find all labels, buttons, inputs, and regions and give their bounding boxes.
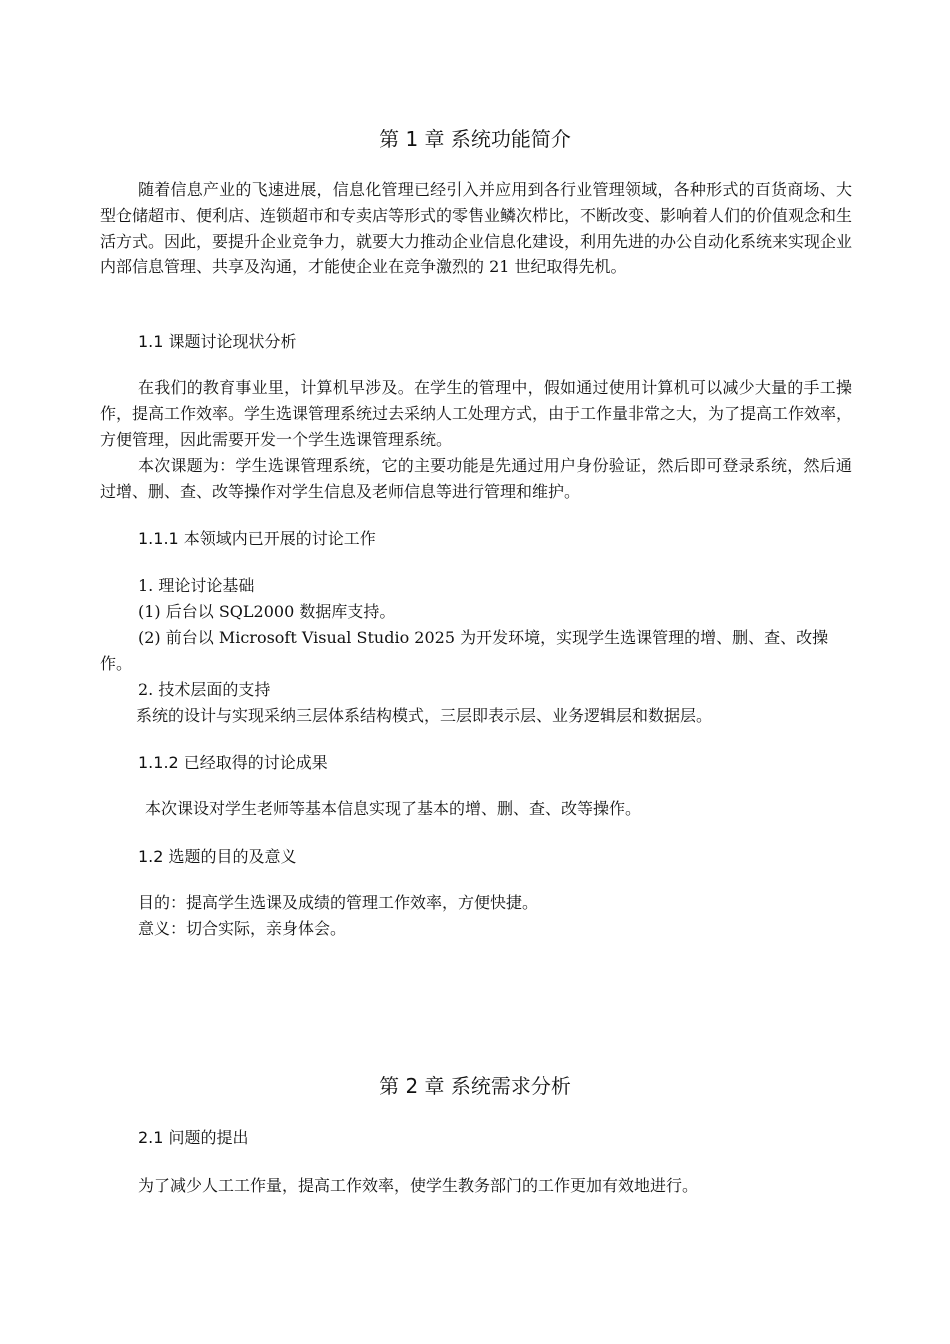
section-1-1-2-heading: 1.1.2 已经取得的讨论成果 [138,753,328,772]
chapter-2-title: 第 2 章 系统需求分析 [379,1074,571,1098]
list-subitem-backend: (1) 后台以 SQL2000 数据库支持。 [138,602,396,621]
section-1-1-paragraph-1: 在我们的教育事业里，计算机早涉及。在学生的管理中，假如通过使用计算机可以减少大量的手工操作，提高工作效率。学生选课管理系统过去采纳人工处理方式，由于工作量非常之大，为了提高工作效率，方便管理，因此需要开发一个学生选课管理系统。 [100,378,853,449]
list-subitem-frontend: (2) 前台以 Microsoft Visual Studio 2025 为开发环境，实现学生选课管理的增、删、查、改操作。 [100,628,829,673]
section-1-1-paragraph-2: 本次课题为：学生选课管理系统，它的主要功能是先通过用户身份验证，然后即可登录系统，然后通过增、删、查、改等操作对学生信息及老师信息等进行管理和维护。 [100,456,852,501]
purpose-text: 目的：提高学生选课及成绩的管理工作效率，方便快捷。 [138,893,539,912]
section-1-1-heading: 1.1 课题讨论现状分析 [138,332,297,351]
meaning-text: 意义：切合实际，亲身体会。 [138,919,347,938]
section-2-1-heading: 2.1 问题的提出 [138,1128,249,1147]
chapter-1-intro-paragraph: 随着信息产业的飞速进展，信息化管理已经引入并应用到各行业管理领域，各种形式的百货商场、大型仓储超市、便利店、连锁超市和专卖店等形式的零售业鳞次栉比，不断改变、影响着人们的价值观念和生活方式。因此，要提升企业竞争力，就要大力推动企业信息化建设，利用先进的办公自动化系统来实现企业内部信息管理、共享及沟通，才能使企业在竞争激烈的 21 世纪取得先机。 [100,180,853,277]
list-item-technical-support: 2. 技术层面的支持 [138,680,271,699]
section-2-1-text: 为了减少人工工作量，提高工作效率，使学生教务部门的工作更加有效地进行。 [138,1176,699,1195]
chapter-1-title: 第 1 章 系统功能简介 [379,127,571,151]
technical-support-text: 系统的设计与实现采纳三层体系结构模式，三层即表示层、业务逻辑层和数据层。 [136,706,713,725]
section-1-1-1-heading: 1.1.1 本领域内已开展的讨论工作 [138,529,376,548]
section-1-1-2-text: 本次课设对学生老师等基本信息实现了基本的增、删、查、改等操作。 [145,799,642,818]
list-item-theory-basis: 1. 理论讨论基础 [138,576,255,595]
section-1-2-heading: 1.2 选题的目的及意义 [138,847,297,866]
